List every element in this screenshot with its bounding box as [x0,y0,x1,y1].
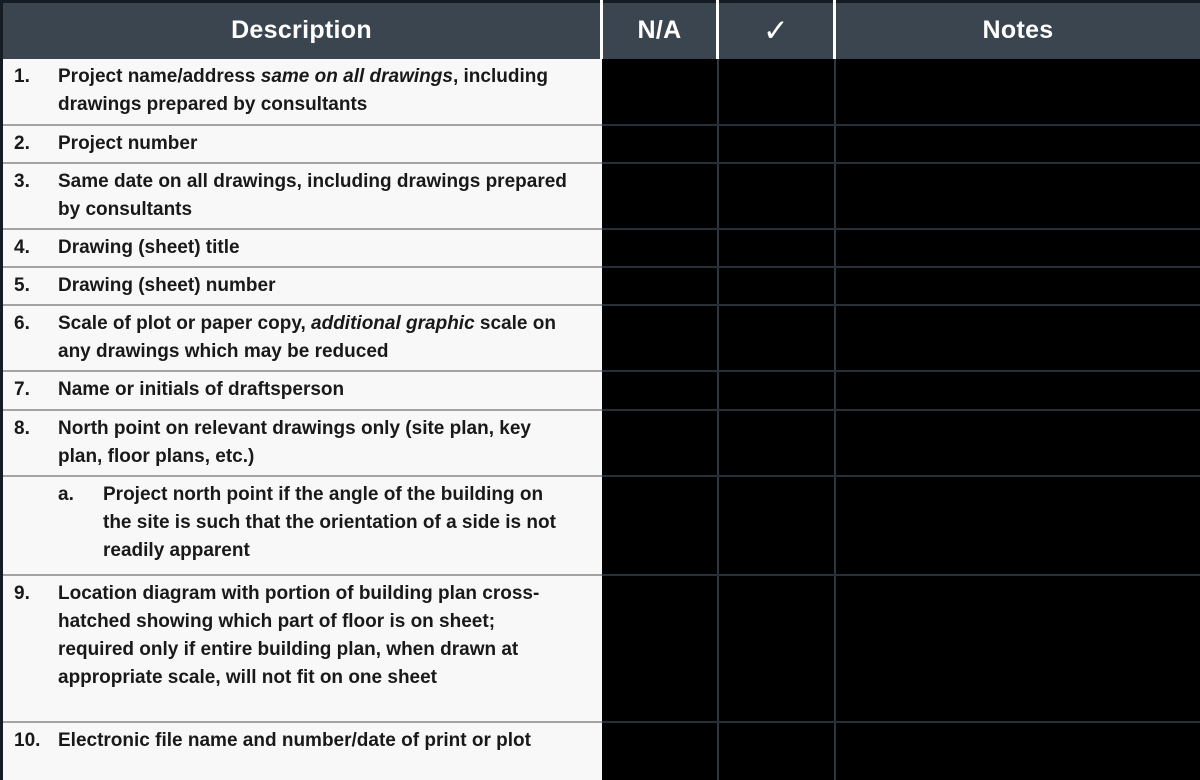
na-cell [602,371,718,410]
row-number: 3. [14,170,30,192]
row-description: Project number [58,132,198,154]
row-number: 1. [14,65,30,87]
description-cell [2,476,602,575]
row-description: Name or initials of draftsperson [58,378,345,400]
description-cell [2,59,602,125]
notes-cell [835,371,1200,410]
row-description: North point on relevant drawings only (site plan, key plan, floor plans, etc.) [58,417,531,467]
description-cell [2,305,602,371]
table-body [2,59,1200,780]
notes-cell [835,476,1200,575]
row-description: Location diagram with portion of building plan cross-hatched showing which part of floor is on sheet; required only if entire building plan, when drawn at appropriate scale, will not fit on one sheet [58,582,540,688]
notes-cell [835,125,1200,163]
table-row [2,267,1200,305]
na-cell [602,229,718,267]
table-row [2,575,1200,722]
row-description: Drawing (sheet) number [58,274,276,296]
check-cell [718,476,835,575]
check-cell [718,722,835,780]
notes-cell [835,722,1200,780]
row-number: a. [58,483,74,505]
na-cell [602,267,718,305]
row-description: Scale of plot or paper copy, additional graphic scale on any drawings which may be reduced [58,312,556,362]
description-cell [2,575,602,722]
description-cell [2,229,602,267]
row-description: Same date on all drawings, including drawings prepared by consultants [58,170,567,220]
col-header-checkmark: ✓ [718,2,835,59]
col-header-notes: Notes [835,2,1200,59]
check-cell [718,267,835,305]
notes-cell [835,267,1200,305]
col-header-description: Description [2,2,602,59]
description-cell [2,267,602,305]
row-description: Project name/address same on all drawings, including drawings prepared by consultants [58,65,548,115]
row-number: 8. [14,417,30,439]
row-number: 7. [14,378,30,400]
table-row [2,371,1200,410]
notes-cell [835,59,1200,125]
col-header-na: N/A [602,2,718,59]
table-row [2,410,1200,476]
check-cell [718,59,835,125]
check-cell [718,575,835,722]
na-cell [602,476,718,575]
table-row [2,125,1200,163]
table-row [2,59,1200,125]
row-number: 10. [14,729,41,751]
na-cell [602,575,718,722]
notes-cell [835,305,1200,371]
table-row [2,305,1200,371]
check-cell [718,371,835,410]
notes-cell [835,410,1200,476]
notes-cell [835,163,1200,229]
header-row [2,2,1200,59]
description-cell [2,163,602,229]
row-number: 4. [14,236,30,258]
description-cell [2,125,602,163]
check-cell [718,229,835,267]
row-description: Electronic file name and number/date of print or plot [58,729,531,751]
table-row [2,229,1200,267]
description-cell [2,410,602,476]
na-cell [602,59,718,125]
notes-cell [835,575,1200,722]
table-header [2,2,1200,59]
table-row [2,722,1200,780]
row-description: Drawing (sheet) title [58,236,240,258]
description-cell [2,722,602,780]
na-cell [602,163,718,229]
notes-cell [835,229,1200,267]
row-number: 6. [14,312,30,334]
table-row [2,476,1200,575]
check-cell [718,163,835,229]
check-cell [718,410,835,476]
na-cell [602,410,718,476]
na-cell [602,125,718,163]
row-number: 2. [14,132,30,154]
table-row [2,163,1200,229]
row-number: 9. [14,582,30,604]
na-cell [602,722,718,780]
row-number: 5. [14,274,30,296]
row-description: Project north point if the angle of the building on the site is such that the orientation of a side is not readily apparent [103,483,556,561]
check-cell [718,305,835,371]
check-cell [718,125,835,163]
description-cell [2,371,602,410]
na-cell [602,305,718,371]
